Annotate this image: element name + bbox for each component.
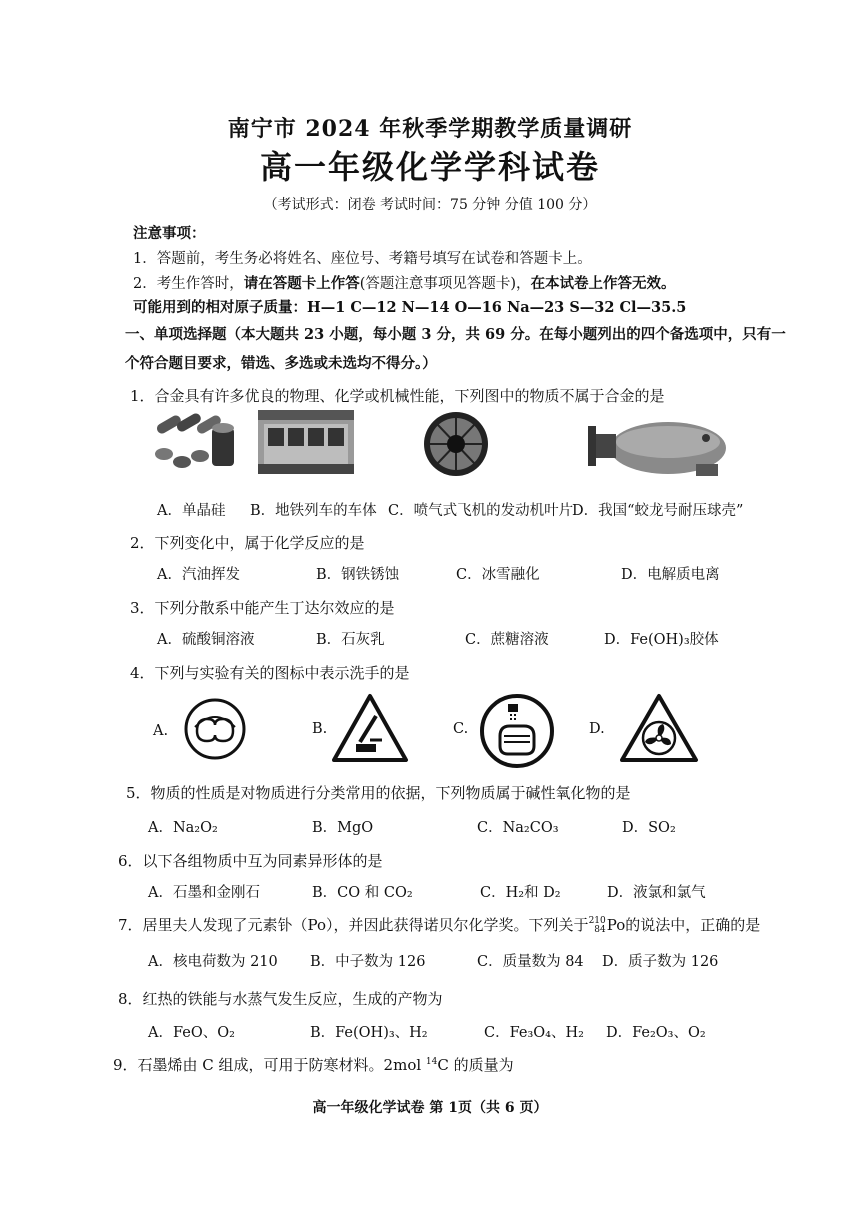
notice-item-2-part-b: 请在答题卡上作答 xyxy=(243,275,360,292)
q8-option-b: B．Fe(OH)₃、H₂ xyxy=(310,1025,428,1041)
q5-option-d: D．SO₂ xyxy=(622,820,676,836)
q1-image-subway-train xyxy=(258,410,354,474)
q6-option-d: D．液氯和氯气 xyxy=(607,885,706,901)
q1-image-jiaolong-submersible xyxy=(586,412,736,482)
exam-info: （考试形式：闭卷 考试时间：75 分钟 分值 100 分） xyxy=(263,197,597,213)
q1-option-c: C．喷气式飞机的发动机叶片 xyxy=(388,503,574,519)
q9-stem-part-b: C 的质量为 xyxy=(437,1056,514,1074)
q1-image-engine-blades xyxy=(420,410,492,478)
exam-subtitle: 南宁市 2024 年秋季学期教学质量调研 xyxy=(227,116,633,142)
q6-option-c: C．H₂和 D₂ xyxy=(480,885,561,901)
q1-option-d: D．我国“蛟龙号耐压球壳” xyxy=(572,503,744,519)
q7-option-d: D．质子数为 126 xyxy=(602,954,719,970)
notice-item-2-part-d: 在本试卷上作答无效。 xyxy=(530,275,676,292)
q2-option-c: C．冰雪融化 xyxy=(456,567,540,583)
q4-option-c: C. xyxy=(453,721,469,737)
q8-option-a: A．FeO、O₂ xyxy=(148,1025,235,1041)
q7-nuclide-numbers xyxy=(589,917,606,935)
section-1-heading-cont: 个符合题目要求，错选、多选或未选均不得分。） xyxy=(125,355,437,372)
q4-stem: 4．下列与实验有关的图标中表示洗手的是 xyxy=(130,664,410,682)
q7-nuclide-symbol: Po xyxy=(606,916,626,934)
q5-stem: 5．物质的性质是对物质进行分类常用的依据，下列物质属于碱性氧化物的是 xyxy=(126,784,631,802)
q2-option-a: A．汽油挥发 xyxy=(157,567,240,583)
q1-option-b: B．地铁列车的车体 xyxy=(250,503,377,519)
q5-option-b: B．MgO xyxy=(312,820,374,836)
q4-option-a: A. xyxy=(153,723,169,739)
q7-mass-number: 210 xyxy=(588,916,606,926)
q7-stem xyxy=(118,914,760,935)
q3-option-b: B．石灰乳 xyxy=(316,632,385,648)
notice-item-1: 1．答题前，考生务必将姓名、座位号、考籍号填写在试卷和答题卡上。 xyxy=(133,251,592,267)
q1-stem: 1．合金具有许多优良的物理、化学或机械性能，下列图中的物质不属于合金的是 xyxy=(130,387,665,405)
q5-option-a: A．Na₂O₂ xyxy=(148,820,218,836)
q3-option-a: A．硫酸铜溶液 xyxy=(157,632,255,648)
section-1-heading: 一、单项选择题（本大题共 23 小题，每小题 3 分，共 69 分。在每小题列出的四个备选项中，只有一 xyxy=(125,326,786,343)
q2-stem: 2．下列变化中，属于化学反应的是 xyxy=(130,534,365,552)
q7-option-c: C．质量数为 84 xyxy=(477,954,584,970)
q6-option-b: B．CO 和 CO₂ xyxy=(312,885,413,901)
q7-option-a: A．核电荷数为 210 xyxy=(148,954,278,970)
q9-isotope-mass: 14 xyxy=(425,1057,438,1067)
notice-title: 注意事项： xyxy=(133,225,206,242)
q3-stem: 3．下列分散系中能产生丁达尔效应的是 xyxy=(130,599,395,617)
wash-hands-icon xyxy=(478,692,556,770)
q1-image-silicon xyxy=(148,410,244,474)
notice-item-2 xyxy=(133,272,676,293)
notice-item-2-part-c: (答题注意事项见答题卡)， xyxy=(359,276,531,292)
q8-option-d: D．Fe₂O₃、O₂ xyxy=(606,1025,706,1041)
exam-title: 高一年级化学学科试卷 xyxy=(259,148,600,186)
page-footer: 高一年级化学试卷 第 1页（共 6 页） xyxy=(312,1100,548,1116)
q2-option-d: D．电解质电离 xyxy=(621,567,720,583)
q7-stem-part-a: 7．居里夫人发现了元素钋（Po），并因此获得诺贝尔化学奖。下列关于 xyxy=(118,916,589,934)
notice-item-2-part-a: 2．考生作答时， xyxy=(133,276,244,292)
q9-stem-part-a: 9．石墨烯由 C 组成，可用于防寒材料。2mol xyxy=(113,1056,426,1074)
q7-stem-part-b: 的说法中，正确的是 xyxy=(625,916,761,934)
q2-option-b: B．钢铁锈蚀 xyxy=(316,567,400,583)
q7-option-b: B．中子数为 126 xyxy=(310,954,426,970)
goggles-icon xyxy=(183,697,247,761)
q4-option-b: B. xyxy=(312,721,328,737)
q6-stem: 6．以下各组物质中互为同素异形体的是 xyxy=(118,852,383,870)
q9-stem xyxy=(113,1054,514,1075)
q1-option-a: A．单晶硅 xyxy=(157,503,226,519)
q3-option-c: C．蔗糖溶液 xyxy=(465,632,549,648)
ventilation-fan-icon xyxy=(618,692,700,764)
q3-option-d: D．Fe(OH)₃胶体 xyxy=(604,632,719,648)
q6-option-a: A．石墨和金刚石 xyxy=(148,885,260,901)
q8-option-c: C．Fe₃O₄、H₂ xyxy=(484,1025,584,1041)
q4-option-d: D. xyxy=(589,721,605,737)
q5-option-c: C．Na₂CO₃ xyxy=(477,820,559,836)
atomic-masses: 可能用到的相对原子质量：H—1 C—12 N—14 O—16 Na—23 S—32 Cl—35.5 xyxy=(133,299,687,316)
q8-stem: 8．红热的铁能与水蒸气发生反应，生成的产物为 xyxy=(118,990,443,1008)
q7-atomic-number: 84 xyxy=(594,925,606,935)
sharp-object-warning-icon xyxy=(330,692,410,764)
